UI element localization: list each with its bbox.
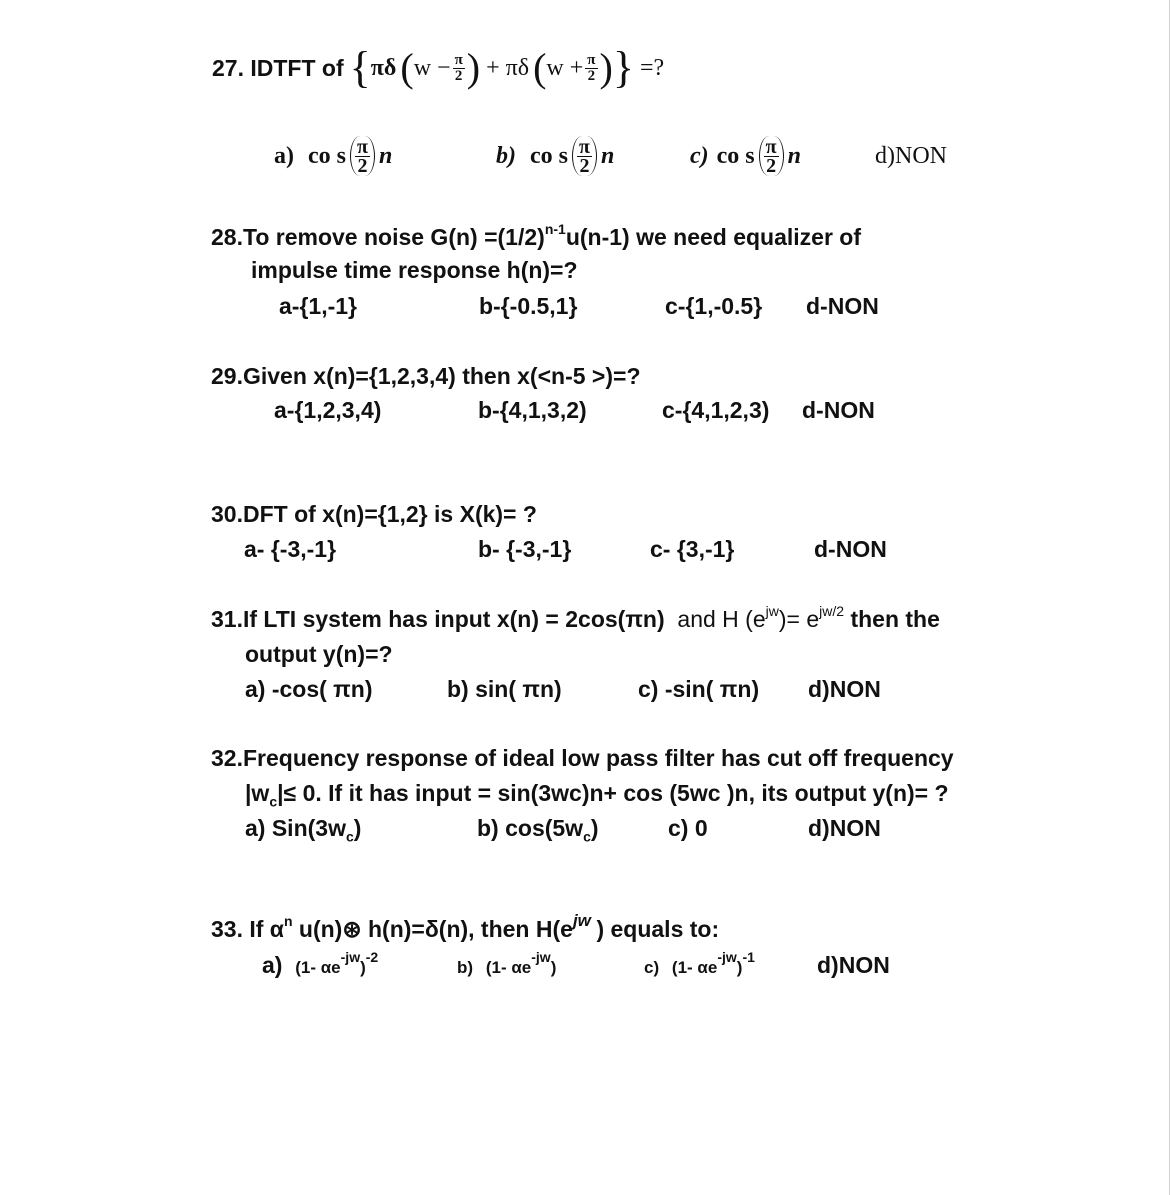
q29-option-a: a-{1,2,3,4) <box>274 397 382 423</box>
q27-frac-2: $\frac{\pi}{2}$ <box>587 51 596 84</box>
right-paren: ) <box>466 45 481 90</box>
q27-w-minus: w − <box>413 55 451 81</box>
q30-question: 30.DFT of x(n)={1,2} is X(k)= ? <box>211 501 537 527</box>
q27-equals: =? <box>639 55 665 81</box>
q32-option-d: d)NON <box>808 815 881 841</box>
q28-option-d: d-NON <box>806 293 879 319</box>
q27-option-b: b) co s $\frac{\pi}{2}$ n <box>496 135 615 177</box>
q30-option-d: d-NON <box>814 536 887 562</box>
q27-term1: πδ <box>370 55 397 81</box>
q33-option-d: d)NON <box>817 952 890 978</box>
q29-option-c: c-{4,1,2,3) <box>662 397 770 423</box>
q28-option-c: c-{1,-0.5} <box>665 293 763 319</box>
q28-question-line-2: impulse time response h(n)=? <box>251 257 578 283</box>
q31-option-b: b) sin( πn) <box>447 676 562 702</box>
right-paren: ) <box>599 45 613 90</box>
q32-question-line-1: 32.Frequency response of ideal low pass filter has cut off frequency <box>211 745 954 771</box>
q33-option-c: c) (1- $\alpha e^{-jw})^{-1}$ <box>644 949 755 977</box>
q27-w-plus: w + <box>546 55 584 81</box>
q31-option-d: d)NON <box>808 676 881 702</box>
q31-option-a: a) -cos( πn) <box>245 676 373 702</box>
q30-option-c: c- {3,-1} <box>650 536 735 562</box>
q33-option-a: a) (1- $\alpha e^{-jw})^{-2}$ <box>262 949 379 978</box>
q29-question: 29.Given x(n)={1,2,3,4) then x(<n-5 >)=? <box>211 363 641 389</box>
q28-option-a: a-{1,-1} <box>279 293 357 319</box>
q31-option-c: c) -sin( πn) <box>638 676 760 702</box>
q33-option-b: b) (1- $\alpha e^{-jw}$) <box>457 949 557 977</box>
left-paren: ( <box>533 45 547 90</box>
q30-option-b: b- {-3,-1} <box>478 536 572 562</box>
q27-question <box>212 43 665 92</box>
q33-question: 33. If $\alpha^n$ u(n)⊛ h(n)=δ(n), then $H(e^{jw}$ ) equals to: <box>211 911 720 942</box>
left-brace: { <box>349 43 371 92</box>
q32-option-c: c) 0 <box>668 815 708 841</box>
q29-option-b: b-{4,1,3,2) <box>478 397 587 423</box>
q32-option-b: b) $\cos(5w_c)$ <box>477 815 599 845</box>
q27-plus-term: + πδ <box>486 55 530 81</box>
q32-question-line-2: $|w_c|\le 0$. If it has input = sin(3wc)n+ cos (5wc )n, its output y(n)= ? <box>245 780 949 810</box>
right-brace: } <box>612 43 634 92</box>
q27-frac-1: $\frac{\pi}{2}$ <box>454 51 463 84</box>
q30-option-a: a- {-3,-1} <box>244 536 337 562</box>
q31-question-line-1: 31.If LTI system has input x(n) = 2cos(πn) and H $(e^{jw})= e^{jw/2}$ then the <box>211 603 940 632</box>
q31-question-line-2: output y(n)=? <box>245 641 393 667</box>
q29-option-d: d-NON <box>802 397 875 423</box>
q27-option-c: c) co s $\frac{\pi}{2}$ n <box>690 135 801 177</box>
q28-option-b: b-{-0.5,1} <box>479 293 578 319</box>
q27-option-a: a) co s $\frac{\pi}{2}$ n <box>274 135 393 177</box>
q27-label: 27. IDTFT of <box>212 55 344 81</box>
q28-question-line-1: 28.To remove noise $G(n) =(1/2)^{n-1}u(n-1)$ we need equalizer of <box>211 221 862 250</box>
q27-option-d: d)NON <box>875 143 947 169</box>
q32-option-a: a) $Sin(3w_c)$ <box>245 815 362 845</box>
left-paren: ( <box>400 45 414 90</box>
